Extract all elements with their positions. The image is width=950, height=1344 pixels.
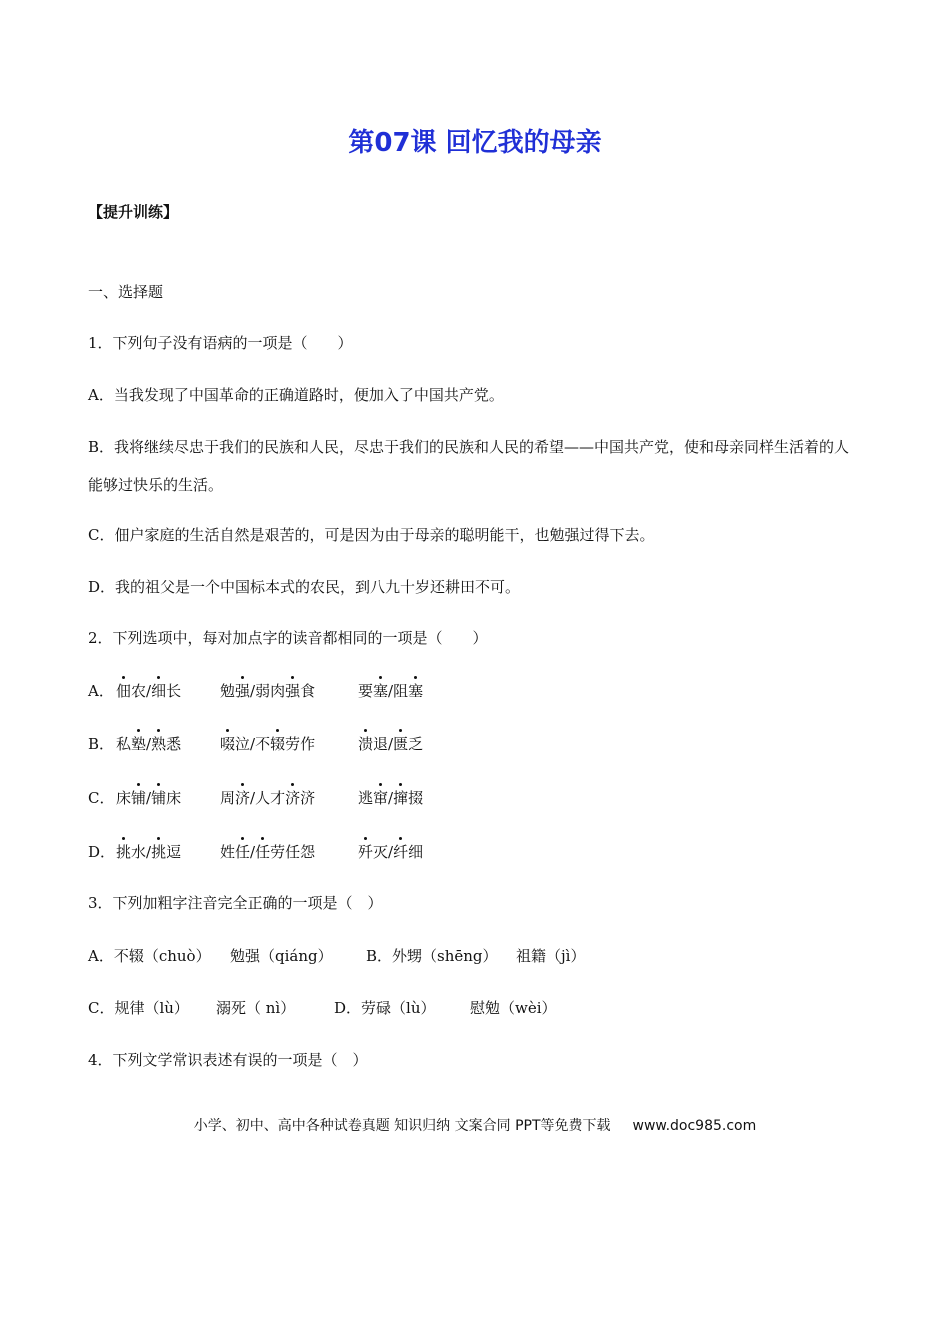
- question-2-option-d-pair: [116, 842, 181, 862]
- question-2-option-c-label: C．: [88, 789, 115, 807]
- plain-text: 乏: [408, 735, 424, 753]
- emphasized-char: 济: [285, 789, 301, 807]
- question-2-option-d-label: D．: [88, 843, 116, 861]
- plain-text: /: [250, 843, 256, 861]
- plain-text: /弱肉: [250, 682, 286, 700]
- question-2-option-b-pair: [358, 734, 423, 754]
- question-3-option-a1: A．不辍（chuò）: [88, 947, 211, 965]
- emphasized-char: 塞: [373, 682, 389, 700]
- question-2-stem: 2．下列选项中，每对加点字的读音都相同的一项是（ ）: [88, 629, 488, 647]
- plain-text: 要: [358, 682, 374, 700]
- plain-text: 姓: [220, 843, 236, 861]
- question-3-option-a2: 勉强（qiáng）: [230, 947, 333, 965]
- plain-text: /: [146, 789, 152, 807]
- question-3-option-b1: B．外甥（shēng）: [366, 947, 498, 965]
- question-1-option-d: D．我的祖父是一个中国标本式的农民，到八九十岁还耕田不可。: [88, 578, 521, 596]
- emphasized-char: 塞: [408, 682, 424, 700]
- emphasized-char: 匮: [393, 735, 409, 753]
- part-heading: 一、选择题: [88, 283, 164, 301]
- emphasized-char: 窜: [373, 789, 389, 807]
- question-4-stem: 4．下列文学常识表述有误的一项是（ ）: [88, 1051, 368, 1069]
- question-2-option-a-pair: [220, 681, 315, 701]
- plain-text: 勉: [220, 682, 236, 700]
- question-2-option-c-pair: [358, 788, 423, 808]
- emphasized-char: 辍: [270, 735, 286, 753]
- plain-text: /人才: [250, 789, 286, 807]
- question-2-option-c-pair: [220, 788, 315, 808]
- plain-text: 私: [116, 735, 132, 753]
- plain-text: 悉: [166, 735, 182, 753]
- plain-text: 逗: [166, 843, 182, 861]
- emphasized-char: 纤: [393, 843, 409, 861]
- page-title: 第07课 回忆我的母亲: [348, 128, 602, 158]
- question-1-option-b: B．我将继续尽忠于我们的民族和人民，尽忠于我们的民族和人民的希望——中国共产党，使和母亲同样生活着的人能够过快乐的生活。: [88, 438, 850, 494]
- plain-text: 济: [300, 789, 316, 807]
- plain-text: /: [146, 735, 152, 753]
- emphasized-char: 任: [255, 843, 271, 861]
- plain-text: 掇: [408, 789, 424, 807]
- question-2-option-b-label: B．: [88, 735, 115, 753]
- question-2-option-d-pair: [220, 842, 315, 862]
- plain-text: 退/: [373, 735, 394, 753]
- plain-text: 农/: [131, 682, 152, 700]
- emphasized-char: 歼: [358, 843, 374, 861]
- emphasized-char: 任: [235, 843, 251, 861]
- question-2-option-a-pair: [358, 681, 423, 701]
- question-2-option-b-pair: [116, 734, 181, 754]
- plain-text: /: [388, 789, 394, 807]
- emphasized-char: 挑: [116, 843, 132, 861]
- plain-text: 灭/: [373, 843, 394, 861]
- plain-text: 逃: [358, 789, 374, 807]
- question-2-option-a-label: A．: [88, 682, 114, 700]
- question-3-option-c2: 溺死（ nì）: [216, 999, 296, 1017]
- question-3-stem: 3．下列加粗字注音完全正确的一项是（ ）: [88, 894, 383, 912]
- emphasized-char: 细: [151, 682, 167, 700]
- question-2-option-b-pair: [220, 734, 315, 754]
- plain-text: 劳作: [285, 735, 316, 753]
- plain-text: 劳任怨: [270, 843, 316, 861]
- plain-text: 水/: [131, 843, 152, 861]
- footer-text: 小学、初中、高中各种试卷真题 知识归纳 文案合同 PPT等免费下载: [193, 1118, 611, 1134]
- emphasized-char: 撺: [393, 789, 409, 807]
- emphasized-char: 佃: [116, 682, 132, 700]
- emphasized-char: 啜: [220, 735, 236, 753]
- question-3-option-d1: D．劳碌（lù）: [334, 999, 436, 1017]
- plain-text: 细: [408, 843, 424, 861]
- question-1-option-a: A．当我发现了中国革命的正确道路时，便加入了中国共产党。: [88, 386, 504, 404]
- plain-text: /阻: [388, 682, 409, 700]
- question-3-option-d2: 慰勉（wèi）: [470, 999, 557, 1017]
- emphasized-char: 铺: [131, 789, 147, 807]
- question-3-option-c1: C．规律（lù）: [88, 999, 189, 1017]
- emphasized-char: 济: [235, 789, 251, 807]
- question-3-option-b2: 祖籍（jì）: [516, 947, 586, 965]
- question-2-option-c-pair: [116, 788, 181, 808]
- question-1-stem: 1．下列句子没有语病的一项是（ ）: [88, 334, 353, 352]
- plain-text: 床: [166, 789, 182, 807]
- plain-text: 食: [300, 682, 316, 700]
- question-2-option-a-pair: [116, 681, 181, 701]
- plain-text: 长: [166, 682, 182, 700]
- emphasized-char: 强: [285, 682, 301, 700]
- plain-text: 床: [116, 789, 132, 807]
- emphasized-char: 熟: [151, 735, 167, 753]
- emphasized-char: 强: [235, 682, 251, 700]
- question-2-option-d-pair: [358, 842, 423, 862]
- emphasized-char: 溃: [358, 735, 374, 753]
- emphasized-char: 铺: [151, 789, 167, 807]
- footer: [0, 1115, 950, 1135]
- plain-text: 泣/不: [235, 735, 271, 753]
- emphasized-char: 挑: [151, 843, 167, 861]
- emphasized-char: 塾: [131, 735, 147, 753]
- plain-text: 周: [220, 789, 236, 807]
- footer-url[interactable]: www.doc985.com: [632, 1118, 757, 1134]
- section-tag: 【提升训练】: [88, 203, 179, 221]
- question-1-option-c: C．佃户家庭的生活自然是艰苦的，可是因为由于母亲的聪明能干，也勉强过得下去。: [88, 526, 655, 544]
